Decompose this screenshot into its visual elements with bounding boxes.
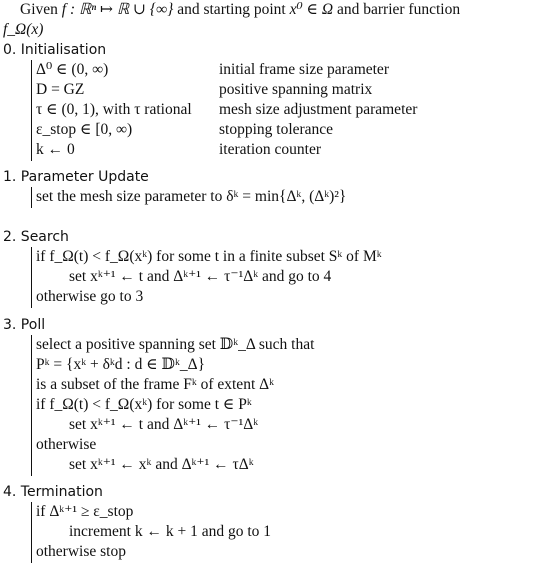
heading-parameter-update: 1. Parameter Update (3, 169, 149, 185)
and-start-text: and starting point (177, 1, 286, 18)
heading-poll: 3. Poll (3, 317, 46, 333)
barrier-function: f_Ω(x) (3, 21, 44, 38)
poll-line: set xᵏ⁺¹ ← xᵏ and Δᵏ⁺¹ ← τΔᵏ (69, 456, 254, 473)
init-desc: iteration counter (219, 141, 321, 158)
termination-line: otherwise stop (36, 543, 126, 560)
initialisation-bar (31, 60, 32, 161)
init-desc: positive spanning matrix (219, 81, 373, 98)
intro-line-1 (20, 0, 460, 20)
search-line: if f_Ω(t) < f_Ω(xᵏ) for some t in a finite subset Sᵏ of Mᵏ (36, 248, 382, 265)
init-expr: Δ⁰ ∈ (0, ∞) (36, 61, 109, 78)
start-point: x⁰ ∈ Ω (289, 1, 334, 18)
parameter-update-line: set the mesh size parameter to δᵏ = min{Δᵏ, (Δᵏ)²} (36, 188, 347, 205)
poll-line: otherwise (36, 436, 97, 453)
heading-search: 2. Search (3, 229, 69, 245)
poll-line: is a subset of the frame Fᵏ of extent Δᵏ (36, 376, 274, 393)
heading-initialisation: 0. Initialisation (3, 42, 107, 58)
poll-line: set xᵏ⁺¹ ← t and Δᵏ⁺¹ ← τ⁻¹Δᵏ (69, 416, 259, 433)
poll-line: Pᵏ = {xᵏ + δᵏd : d ∈ 𝔻ᵏ_Δ} (36, 356, 206, 373)
init-desc: stopping tolerance (219, 121, 334, 138)
init-desc: mesh size adjustment parameter (219, 101, 418, 118)
intro-line-2 (3, 20, 43, 40)
heading-termination: 4. Termination (3, 484, 103, 500)
poll-bar (31, 335, 32, 476)
init-desc: initial frame size parameter (219, 61, 389, 78)
init-expr: ε_stop ∈ [0, ∞) (36, 121, 133, 138)
given-text: Given (20, 1, 58, 18)
termination-line: increment k ← k + 1 and go to 1 (69, 523, 272, 540)
poll-line: select a positive spanning set 𝔻ᵏ_Δ such that (36, 336, 315, 353)
poll-line: if f_Ω(t) < f_Ω(xᵏ) for some t ∈ Pᵏ (36, 396, 252, 413)
init-expr: D = GZ (36, 81, 85, 98)
search-line: otherwise go to 3 (36, 288, 144, 305)
init-expr: τ ∈ (0, 1), with τ rational (36, 101, 192, 118)
f-signature: f : ℝⁿ ↦ ℝ ∪ {∞} (61, 1, 174, 18)
barrier-text: and barrier function (337, 1, 461, 18)
search-bar (31, 247, 32, 308)
termination-line: if Δᵏ⁺¹ ≥ ε_stop (36, 503, 134, 520)
search-line: set xᵏ⁺¹ ← t and Δᵏ⁺¹ ← τ⁻¹Δᵏ and go to 4 (69, 268, 332, 285)
init-expr: k ← 0 (36, 141, 75, 158)
termination-bar (31, 502, 32, 563)
parameter-update-bar (31, 187, 32, 208)
